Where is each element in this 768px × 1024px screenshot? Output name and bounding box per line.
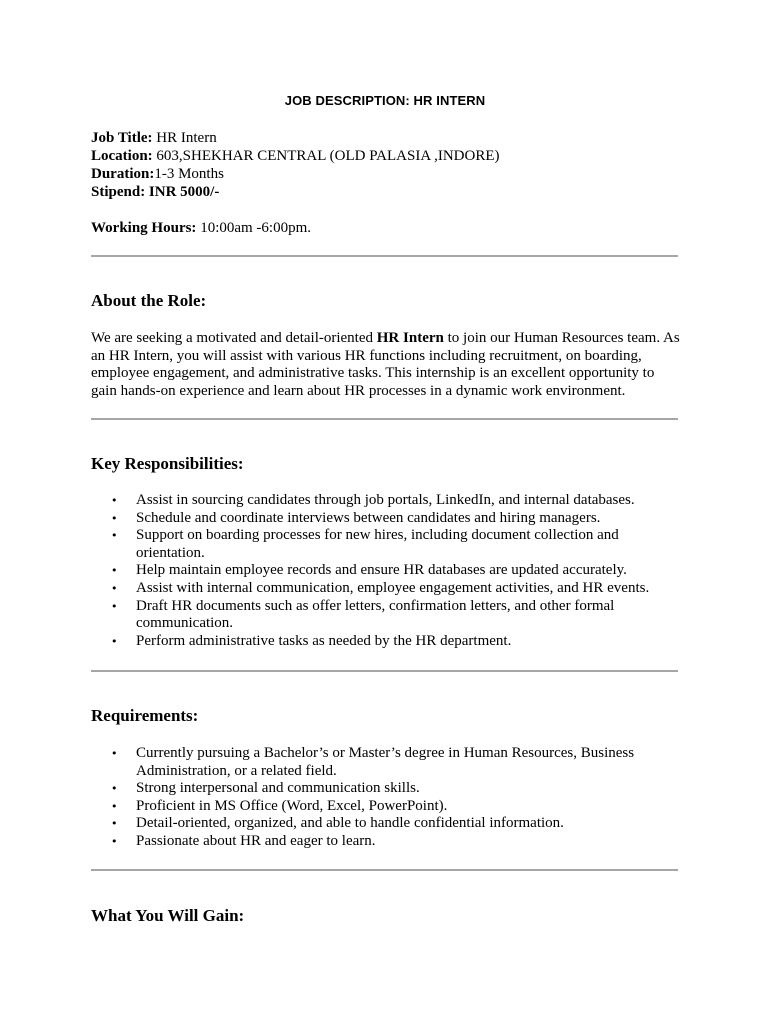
bullet-icon: • — [111, 799, 118, 813]
section-divider — [91, 418, 678, 420]
list-item — [91, 562, 681, 580]
list-item — [91, 633, 681, 651]
about-text-before: We are seeking a motivated and detail-oriented — [91, 330, 377, 346]
working-hours-label: Working Hours: — [91, 220, 197, 236]
bullet-icon: • — [111, 599, 118, 613]
location-label: Location: — [91, 148, 153, 164]
bullet-icon: • — [111, 494, 118, 507]
document-title: JOB DESCRIPTION: HR INTERN — [284, 93, 486, 108]
stipend-label: Stipend: INR 5000/- — [91, 184, 220, 200]
list-item — [91, 510, 681, 528]
bullet-icon: • — [111, 564, 118, 578]
responsibilities-heading: Key Responsibilities: — [91, 454, 244, 473]
bullet-icon: • — [111, 782, 118, 796]
job-title-label: Job Title: — [91, 130, 153, 146]
list-item-text: Schedule and coordinate interviews between candidates and hiring managers. — [136, 509, 601, 526]
duration-row — [91, 165, 499, 183]
list-item-text: Strong interpersonal and communication skills. — [136, 780, 420, 797]
duration-label: Duration: — [91, 166, 155, 182]
list-item-text: Detail-oriented, organized, and able to handle confidential information. — [136, 815, 564, 832]
section-divider — [91, 869, 678, 871]
bullet-icon: • — [111, 817, 118, 831]
list-item-text: Perform administrative tasks as needed by the HR department. — [136, 632, 512, 649]
list-item-text: Currently pursuing a Bachelor’s or Master’s degree in Human Resources, Business Administration, or a related field. — [136, 745, 635, 779]
list-item — [91, 598, 681, 633]
section-divider — [91, 255, 678, 257]
about-text-after: to join our Human Resources team. As an HR Intern, you will assist with various HR functions including recruitment, on boarding, employee engagement, and administrative tasks. This internship is an excellent opportunity to gain hands-on experience and learn about HR processes in a dynamic work environment. — [91, 330, 680, 399]
bullet-icon: • — [111, 834, 118, 848]
about-paragraph — [91, 330, 681, 400]
job-title-value: HR Intern — [152, 130, 217, 146]
requirements-heading: Requirements: — [91, 706, 199, 725]
bullet-icon: • — [111, 634, 118, 648]
location-value: 603,SHEKHAR CENTRAL (OLD PALASIA ,INDORE) — [152, 148, 500, 164]
job-title-row — [91, 129, 499, 147]
list-item — [91, 780, 681, 798]
section-divider — [91, 670, 678, 672]
list-item-text: Support on boarding processes for new hires, including document collection and orientation. — [136, 527, 619, 561]
list-item-text: Assist with internal communication, employee engagement activities, and HR events. — [136, 579, 650, 596]
duration-value: 1-3 Months — [154, 166, 224, 182]
bullet-icon: • — [111, 581, 118, 595]
gain-heading: What You Will Gain: — [91, 906, 245, 925]
about-text-bold: HR Intern — [376, 330, 444, 346]
location-row — [91, 147, 499, 165]
bullet-icon: • — [111, 747, 118, 760]
list-item — [91, 492, 681, 510]
job-details — [91, 129, 499, 201]
list-item — [91, 580, 681, 598]
list-item — [91, 833, 681, 851]
list-item — [91, 798, 681, 816]
list-item-text: Assist in sourcing candidates through job portals, LinkedIn, and internal databases. — [136, 492, 635, 508]
list-item — [91, 815, 681, 833]
stipend-row — [91, 183, 499, 201]
list-item-text: Help maintain employee records and ensure HR databases are updated accurately. — [136, 562, 627, 579]
list-item-text: Draft HR documents such as offer letters, confirmation letters, and other formal communication. — [136, 597, 615, 632]
requirements-list — [91, 745, 681, 851]
bullet-icon: • — [111, 511, 118, 525]
list-item-text: Proficient in MS Office (Word, Excel, PowerPoint). — [136, 797, 448, 814]
working-hours-value: 10:00am -6:00pm. — [196, 220, 312, 236]
bullet-icon: • — [111, 529, 118, 543]
about-heading: About the Role: — [91, 291, 207, 310]
list-item — [91, 527, 681, 562]
responsibilities-list — [91, 492, 681, 650]
list-item-text: Passionate about HR and eager to learn. — [136, 832, 376, 849]
working-hours-row — [91, 219, 311, 237]
list-item — [91, 745, 681, 780]
